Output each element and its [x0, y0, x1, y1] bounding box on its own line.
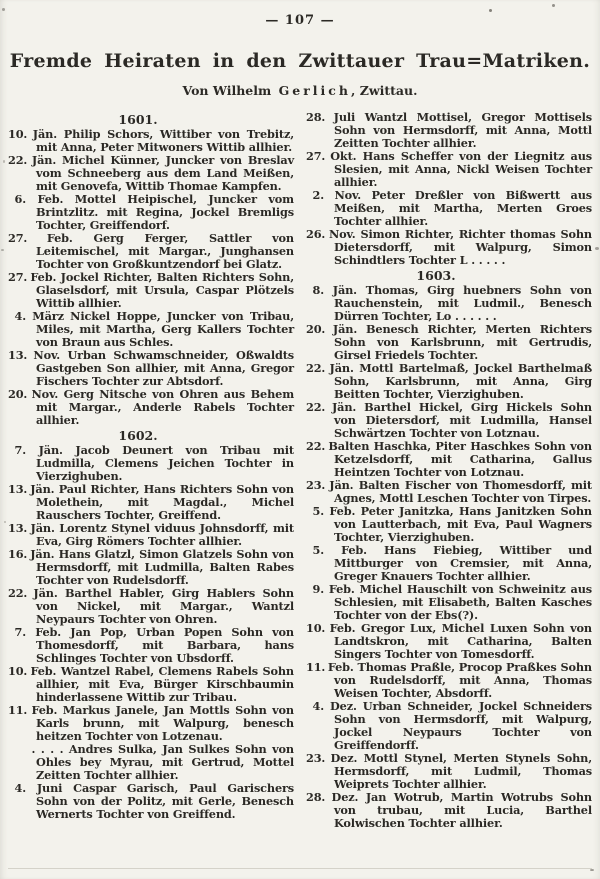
byline-author-name: Gerlich [278, 83, 351, 98]
marriage-entry: 27. Okt. Hans Scheffer von der Liegnitz aus Slesien, mit Anna, Nickl Weisen Tochter allhier. [306, 149, 592, 189]
marriage-entry: 27. Feb. Jockel Richter, Balten Richters Sohn, Glaselsdorf, mit Ursula, Caspar Plötzels Wittib allhier. [8, 270, 294, 310]
marriage-entry: 28. Dez. Jan Wotrub, Martin Wotrubs Sohn von trubau, mit Lucia, Barthel Kolwischen Tochter allhier. [306, 790, 592, 830]
entry-day-number: 20. [306, 322, 326, 336]
scan-speck [548, 800, 550, 802]
scan-speck [578, 168, 580, 170]
entry-day-number: 22. [306, 400, 326, 414]
entry-day-number: 22. [306, 361, 326, 375]
marriage-entry: 4. März Nickel Hoppe, Juncker von Tribau, Miles, mit Martha, Gerg Kallers Tochter von Braun aus Schles. [8, 310, 294, 349]
entry-day-number: 22. [306, 439, 326, 453]
marriage-entry: 23. Jän. Balten Fischer von Thomesdorff, mit Agnes, Mottl Leschen Tochter von Tirpes. [306, 478, 592, 505]
entry-day-number: 9. [312, 582, 324, 596]
marriage-entry: 13. Nov. Urban Schwamschneider, Oßwaldts Gastgeben Son allhier, mit Anna, Gregor Fischers Tochter zur Abtsdorf. [8, 348, 294, 388]
marriage-entry: 22. Jän. Barthel Hickel, Girg Hickels Sohn von Dietersdorf, mit Ludmilla, Hansel Schwärtzen Tochter von Lotznau. [306, 400, 592, 440]
entry-day-number: 4. [312, 699, 324, 713]
marriage-entry: 13. Jän. Lorentz Stynel viduus Johnsdorff, mit Eva, Girg Römers Tochter allhier. [8, 521, 294, 548]
entry-day-number: 23. [306, 478, 326, 492]
marriage-entry: 20. Jän. Benesch Richter, Merten Richters Sohn von Karlsbrunn, mit Gertrudis, Girsel Friedels Tochter. [306, 322, 592, 362]
entry-day-number: 22. [8, 153, 28, 167]
year-heading: 1602. [118, 428, 158, 443]
entry-day-number: 5. [312, 504, 324, 518]
scan-speck [590, 869, 594, 871]
entry-day-number: 13. [8, 482, 28, 496]
marriage-entry: 22. Jän. Barthel Habler, Girg Hablers Sohn von Nickel, mit Margar., Wantzl Neypaurs Tochter von Ohren. [8, 586, 294, 626]
scan-speck [1, 249, 4, 251]
scan-speck [4, 521, 6, 523]
entry-day-number: 28. [306, 790, 326, 804]
marriage-entry: 27. Feb. Gerg Ferger, Sattler von Leitemischel, mit Margar., Junghansen Tochter von Großkuntzendorf bei Glatz. [8, 231, 294, 271]
entry-day-number: 7. [14, 443, 26, 457]
marriage-entry: 9. Feb. Michel Hauschilt von Schweinitz aus Schlesien, mit Elisabeth, Balten Kasches Tochter von der Ebs(?). [306, 583, 592, 622]
entry-day-number: 20. [8, 387, 28, 401]
entry-day-number: 2. [312, 188, 324, 202]
entry-day-number: 10. [306, 621, 326, 635]
marriage-entry: 20. Nov. Gerg Nitsche von Ohren aus Behem mit Margar., Anderle Rabels Tochter allhier. [8, 387, 294, 427]
marriage-entry: 10. Feb. Wantzel Rabel, Clemens Rabels Sohn allhier, mit Eva, Bürger Kirschbaumin hinderlassene Wittib zur Tribau. [8, 664, 294, 704]
marriage-entry: 10. Jän. Philip Schors, Wittiber von Trebitz, mit Anna, Peter Mitwoners Wittib allhier. [8, 127, 294, 154]
marriage-entry: 6. Feb. Mottel Heipischel, Juncker vom Brintzlitz. mit Regina, Jockel Bremligs Tochter, Greiffendorf. [8, 193, 294, 232]
marriage-entry: 4. Dez. Urban Schneider, Jockel Schneiders Sohn von Hermsdorff, mit Walpurg, Jockel Neypaurs Tochter von Greiffendorff. [306, 700, 592, 752]
marriage-entry: . . . . Andres Sulka, Jan Sulkes Sohn von Ohles bey Myrau, mit Gertrud, Mottel Zeitten Tochter allhier. [26, 742, 294, 782]
byline [0, 83, 600, 98]
page-number: — 107 — [265, 13, 335, 28]
byline-suffix: , Zwittau. [351, 83, 418, 98]
year-heading: 1601. [118, 112, 158, 127]
marriage-entry: 7. Jän. Jacob Deunert von Tribau mit Ludmilla, Clemens Jeichen Tochter in Vierzighuben. [8, 444, 294, 483]
marriage-entry: 7. Feb. Jan Pop, Urban Popen Sohn von Thomesdorff, mit Barbara, hans Schlinges Tochter von Ubsdorff. [8, 626, 294, 665]
scan-speck [595, 247, 599, 250]
entry-day-number: 27. [8, 270, 28, 284]
entry-day-number: 4. [14, 309, 26, 323]
entry-day-number: 7. [14, 625, 26, 639]
entry-day-number: 5. [312, 543, 324, 557]
scan-speck [552, 4, 555, 7]
marriage-entry: 26. Nov. Simon Richter, Richter thomas Sohn Dietersdorff, mit Walpurg, Simon Schindtlers Tochter L . . . . . [306, 227, 592, 267]
entry-day-number: 16. [8, 547, 28, 561]
entry-day-number: 10. [8, 127, 28, 141]
entry-day-number: 22. [8, 586, 28, 600]
entry-day-number: 8. [312, 283, 324, 297]
left-column [8, 111, 294, 830]
right-column [306, 111, 592, 830]
scan-speck [2, 8, 5, 11]
marriage-entry: 5. Feb. Peter Janitzka, Hans Janitzken Sohn von Lautterbach, mit Eva, Paul Wagners Tochter, Vierzighuben. [306, 505, 592, 544]
marriage-entry: 5. Feb. Hans Fiebieg, Wittiber und Mittburger von Cremsier, mit Anna, Greger Knauers Tochter allhier. [306, 544, 592, 583]
marriage-entry: 4. Juni Caspar Garisch, Paul Garischers Sohn von der Politz, mit Gerle, Benesch Wernerts Tochter von Greiffend. [8, 782, 294, 821]
marriage-entry: 22. Balten Haschka, Piter Haschkes Sohn von Ketzelsdorff, mit Catharina, Gallus Heintzen Tochter von Lotznau. [306, 439, 592, 479]
scan-speck [3, 160, 5, 163]
entry-day-number: 26. [306, 227, 326, 241]
entry-day-number: 11. [8, 703, 28, 717]
marriage-entry: 22. Jän. Michel Künner, Juncker von Breslav vom Schneeberg aus dem Land Meißen, mit Genovefa, Wittib Thomae Kampfen. [8, 153, 294, 193]
entry-day-number: 6. [14, 192, 26, 206]
marriage-entry: 8. Jän. Thomas, Girg huebners Sohn von Rauchenstein, mit Ludmil., Benesch Dürren Tochter, Lo . . . . . . [306, 284, 592, 323]
byline-prefix: Von Wilhelm [182, 83, 272, 98]
entry-day-number: 27. [8, 231, 28, 245]
marriage-entry: 11. Feb. Markus Janele, Jan Mottls Sohn von Karls brunn, mit Walpurg, benesch heitzen Tochter von Lotzenau. [8, 703, 294, 743]
marriage-entry: 22. Jän. Mottl Bartelmaß, Jockel Barthelmaß Sohn, Karlsbrunn, mit Anna, Girg Beitten Tochter, Vierzighuben. [306, 361, 592, 401]
entry-day-number: 4. [14, 781, 26, 795]
marriage-entry: 11. Feb. Thomas Praßle, Procop Praßkes Sohn von Rudelsdorff, mit Anna, Thomas Weisen Tochter, Absdorff. [306, 660, 592, 700]
marriage-entry: 28. Juli Wantzl Mottisel, Gregor Mottisels Sohn von Hermsdorff, mit Anna, Mottl Zeitten Tochter allhier. [306, 110, 592, 150]
entry-day-number: 11. [306, 660, 326, 674]
marriage-entry: 23. Dez. Mottl Stynel, Merten Stynels Sohn, Hermsdorff, mit Ludmil, Thomas Weiprets Tochter allhier. [306, 751, 592, 791]
marriage-entry: 10. Feb. Gregor Lux, Michel Luxen Sohn von Landtskron, mit Catharina, Balten Singers Tochter von Tomesdorff. [306, 621, 592, 661]
year-heading: 1603. [416, 268, 456, 283]
entry-day-number: 23. [306, 751, 326, 765]
marriage-entry: 13. Jän. Paul Richter, Hans Richters Sohn von Molethein, mit Magdal., Michel Rauschers Tochter, Greiffend. [8, 482, 294, 522]
entry-day-number: 28. [306, 110, 326, 124]
scan-speck [489, 9, 492, 12]
marriage-entry: 16. Jän. Hans Glatzl, Simon Glatzels Sohn von Hermsdorff, mit Ludmilla, Balten Rabes Tochter von Rudelsdorff. [8, 547, 294, 587]
article-title: Fremde Heiraten in den Zwittauer Trau=Matriken. [9, 50, 591, 72]
entry-day-number: 13. [8, 521, 28, 535]
scan-speck [560, 705, 562, 707]
two-column-text-area [0, 111, 600, 830]
scan-bottom-rule [8, 868, 592, 869]
entry-day-number: 10. [8, 664, 28, 678]
marriage-entry: 2. Nov. Peter Dreßler von Bißwertt aus Meißen, mit Martha, Merten Groes Tochter allhier. [306, 189, 592, 228]
entry-day-number: 27. [306, 149, 326, 163]
entry-day-number: 13. [8, 348, 28, 362]
